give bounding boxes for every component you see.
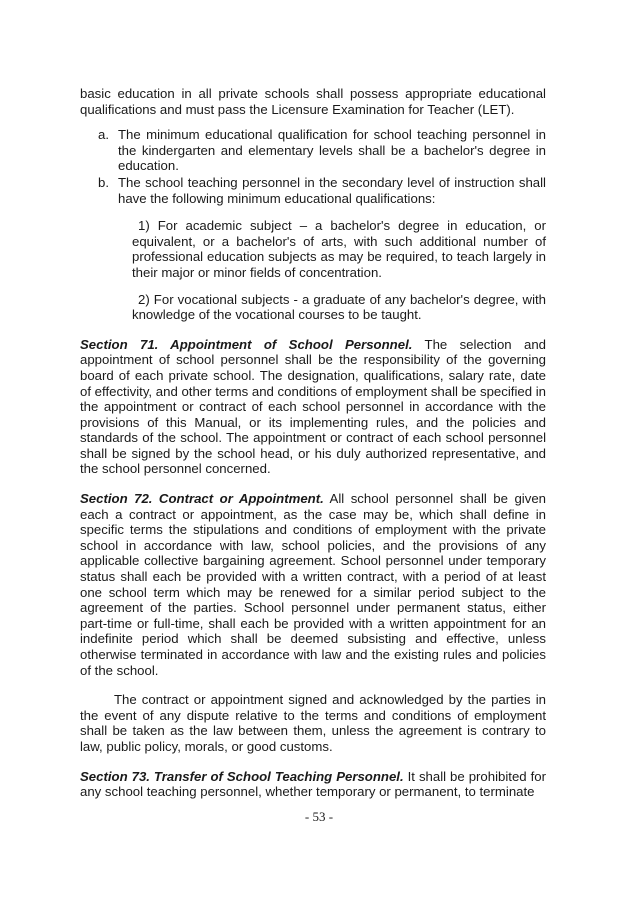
sublist-item-academic: 1) For academic subject – a bachelor's degree in education, or equivalent, or a bachelor's of arts, with such additional number of professional education subjects as may be required, to teach largely in their major or minor fields of concentration. — [132, 218, 546, 280]
section-71-heading: Section 71. Appointment of School Personnel. — [80, 336, 413, 352]
contract-paragraph: The contract or appointment signed and acknowledged by the parties in the event of any dispute relative to the terms and conditions of employment shall be taken as the law between them, unless the agreement is contrary to law, public policy, morals, or good customs. — [80, 692, 546, 754]
list-item-a — [80, 127, 546, 174]
list-marker-b: b. — [98, 174, 109, 190]
section-72 — [80, 491, 546, 678]
sublist-item-vocational: 2) For vocational subjects - a graduate of any bachelor's degree, with knowledge of the vocational courses to be taught. — [132, 291, 546, 323]
list-marker-a: a. — [98, 127, 109, 143]
list-item-b — [80, 175, 546, 206]
section-71 — [80, 337, 546, 477]
section-72-text: All school personnel shall be given each a contract or appointment, as the case may be, which shall define in specific terms the stipulations and conditions of employment with the private school in accordance with law, school policies, and the provisions of any applicable collective bargaining agreement. School personnel under temporary status shall each be provided with a written contract, with a period of at least one school term which may be renewed for a similar period subject to the agreement of the parties. School personnel under permanent status, either part-time or full-time, shall each be provided with a written appointment for an indefinite period which shall be deemed subsisting and effective, unless otherwise terminated in accordance with law and the existing rules and policies of the school. — [80, 491, 546, 678]
list-text-b: The school teaching personnel in the secondary level of instruction shall have the following minimum educational qualifications: — [118, 174, 546, 206]
intro-paragraph: basic education in all private schools shall possess appropriate educational qualifications and must pass the Licensure Examination for Teacher (LET). — [80, 86, 546, 117]
document-page — [80, 86, 546, 800]
list-text-a: The minimum educational qualification for school teaching personnel in the kindergarten and elementary levels shall be a bachelor's degree in education. — [118, 127, 546, 174]
section-73-text: It shall be prohibited for any school teaching personnel, whether temporary or permanent, to terminate — [80, 768, 546, 800]
section-71-text: The selection and appointment of school personnel shall be the responsibility of the governing board of each private school. The designation, qualifications, salary rate, date of effectivity, and other terms and conditions of employment shall be specified in the appointment or contract of each school personnel in accordance with the provisions of this Manual, or its implementing rules, and the policies and standards of the school. The appointment or contract of each school personnel shall be signed by the school head, or his duly authorized representative, and the school personnel concerned. — [80, 336, 546, 477]
section-73 — [80, 769, 546, 800]
section-72-heading: Section 72. Contract or Appointment. — [80, 491, 324, 507]
section-73-heading: Section 73. Transfer of School Teaching Personnel. — [80, 768, 404, 784]
page-number: - 53 - — [304, 809, 334, 824]
